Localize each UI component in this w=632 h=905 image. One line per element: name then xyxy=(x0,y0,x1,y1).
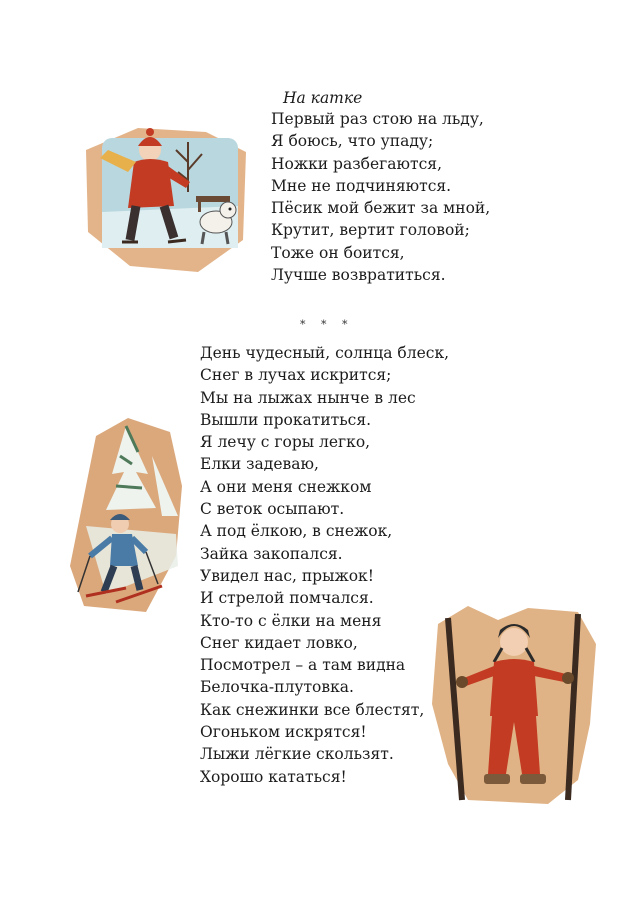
poem-on-the-rink xyxy=(271,108,490,286)
poem-line: Мы на лыжах нынче в лес xyxy=(200,388,416,407)
poem-line: Посмотрел – а там видна xyxy=(200,656,406,675)
poem-line: И стрелой помчался. xyxy=(200,589,374,608)
poem-line: Увидел нас, прыжок! xyxy=(200,566,374,585)
poem-line: Ножки разбегаются, xyxy=(271,154,442,173)
section-separator: * * * xyxy=(300,318,354,331)
poem-line: Первый раз стою на льду, xyxy=(271,110,484,128)
poem-line: Крутит, вертит головой; xyxy=(271,221,470,240)
poem-line: А они меня снежком xyxy=(200,477,372,496)
poem-line: Я боюсь, что упаду; xyxy=(271,132,434,151)
poem-line: Снег кидает ловко, xyxy=(200,633,358,652)
poem-line: С веток осыпают. xyxy=(200,500,345,519)
poem-line: Я лечу с горы легко, xyxy=(200,433,371,452)
poem-line: Мне не подчиняются. xyxy=(271,176,452,195)
poem-line: Кто-то с ёлки на меня xyxy=(200,611,382,630)
poem-line: Снег в лучах искрится; xyxy=(200,366,392,385)
poem-line: День чудесный, солнца блеск, xyxy=(200,344,450,362)
poem-line: Лыжи лёгкие скользят. xyxy=(200,745,394,764)
poem-line: Хорошо кататься! xyxy=(200,767,347,786)
poem-line: Зайка закопался. xyxy=(200,544,343,563)
poem-line: Белочка-плутовка. xyxy=(200,678,354,697)
poem-title: На катке xyxy=(283,89,363,107)
poem-line: А под ёлкою, в снежок, xyxy=(200,522,393,541)
poem-line: Елки задеваю, xyxy=(200,455,319,474)
poem-line: Вышли прокатиться. xyxy=(200,410,372,429)
poem-line: Тоже он боится, xyxy=(271,243,405,262)
skating-child-illustration xyxy=(78,122,250,274)
poem-skiing xyxy=(200,342,449,788)
poem-line: Как снежинки все блестят, xyxy=(200,700,425,719)
poem-line: Пёсик мой бежит за мной, xyxy=(271,199,491,218)
boy-with-skis-illustration xyxy=(428,604,598,806)
skier-illustration xyxy=(66,416,186,616)
poem-line: Огоньком искрятся! xyxy=(200,723,367,742)
poem-line: Лучше возвратиться. xyxy=(271,266,446,285)
